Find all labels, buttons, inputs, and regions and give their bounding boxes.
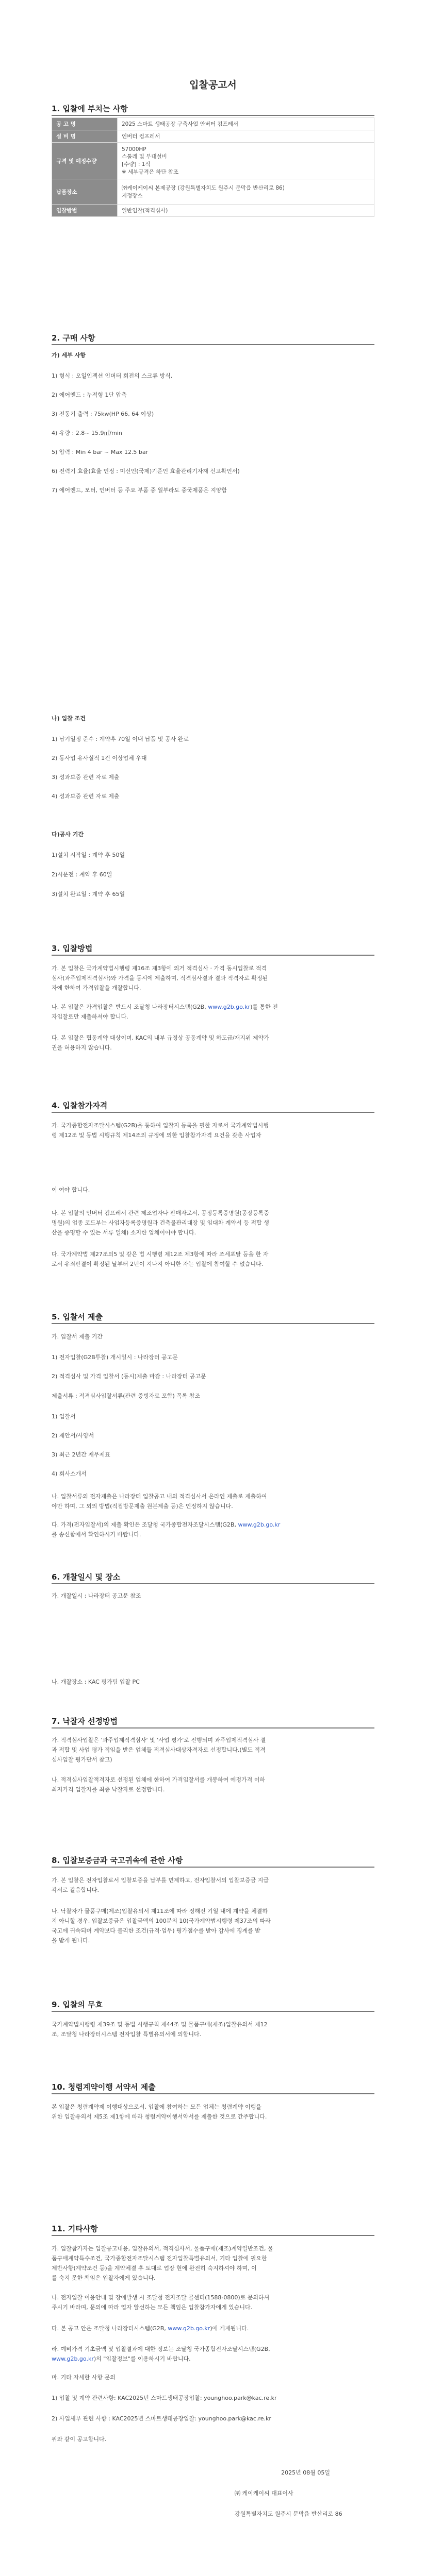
section-9-heading: 9. 입찰의 무효 — [52, 2000, 103, 2009]
paragraph-line: 제반사항(계약조건 등)을 계약체결 후 토대로 업장 현에 완전히 숙지하셔야 하며, 이 — [52, 2265, 257, 2272]
table-row — [52, 118, 374, 130]
section-1-divider — [52, 115, 374, 116]
paragraph-line: 가. 국가종합전자조달시스템(G2B)을 통하여 입찰지 등록을 필한 자로서 국가계약법시행 — [52, 1122, 269, 1129]
paragraph-line: 이 여야 합니다. — [52, 1187, 90, 1193]
paragraph-line: 각서로 갈음합니다. — [52, 1887, 100, 1893]
subheading-details: 가) 세부 사항 — [52, 352, 86, 359]
text-span: 다. 본 공고 안은 조달청 나라장터시스템(G2B, — [52, 2325, 168, 2332]
text-span: )의 "입찰정보"를 이용하시기 바랍니다. — [93, 2355, 191, 2362]
paragraph-line: 다. 본 입찰은 협동계약 대상이며, KAC의 내부 규정상 공동계약 및 하도급/재지위 제약가 — [52, 1035, 269, 1041]
paragraph-line: 나. 본 입찰의 인버터 컴프레서 관련 제조업자나 판매자로서, 공정등록증명원(공장등록증 — [52, 1210, 269, 1216]
doc-item: 1) 입찰서 — [52, 1413, 76, 1420]
paragraph-line: 가. 적격심사입찰은 '과주입제적격심사' 및 '사업 평가'로 진행되며 과주입제적격심사 결 — [52, 1737, 266, 1743]
section-10-divider — [52, 2093, 374, 2094]
section-8-divider — [52, 1867, 374, 1868]
spec-item: 6) 전력기 효율(효율 인정 : 미신인(국제)기준인 효율관리기자재 신고확인서) — [52, 468, 240, 474]
bid-info-table — [52, 117, 374, 217]
paragraph-line: 가. 본 입찰은 국가계약법시행령 제16조 제3항에 의거 적격심사 · 가격 동시입찰로 적격 — [52, 965, 267, 972]
paragraph-line: 품구매계약특수조건, 국가종합전자조달시스템 전자입찰특별유의서, 기타 입찰에 필요한 — [52, 2255, 267, 2262]
paragraph — [52, 2020, 371, 2039]
issuer-address: 강원특별자치도 원주시 문막읍 반산리로 86 — [235, 2511, 342, 2517]
section-5-divider — [52, 1323, 374, 1324]
paragraph-line: 나. 전자입찰 이용안내 및 장애발생 시 조달청 전자조달 콜센터(1588-0800)로 문의하셔 — [52, 2294, 270, 2301]
section-3-divider — [52, 955, 374, 956]
paragraph-line: 조, 조달청 나라장터시스템 전자입찰 특별유의서에 의합니다. — [52, 2031, 202, 2038]
doc-item: 3) 최근 2년간 재무제표 — [52, 1451, 110, 1458]
paragraph-line: 본 입찰은 청렴계약제 이행대상으로서, 입찰에 참여하는 모든 업체는 청렴계약 이행을 — [52, 2104, 261, 2110]
place-line: 지정장소 — [122, 193, 143, 199]
row-value — [118, 179, 374, 205]
paragraph-line: 명원)의 업종 코드부는 사업자등록증명원과 건축물관리대장 및 임대차 계약서 등 적합 생 — [52, 1219, 269, 1226]
doc-item: 4) 회사소개서 — [52, 1470, 87, 1477]
spec-item: 3) 전동기 출력 : 75kw(HP 66, 64 이상) — [52, 411, 154, 417]
paragraph-line: 나. 입찰서류의 전자제출은 나라장터 입찰공고 내의 적격심사서 온라인 제출로 제출하여 — [52, 1493, 267, 1500]
paragraph-line: 가. 개찰일시 : 나라장터 공고문 참조 — [52, 1592, 141, 1599]
paragraph — [52, 1208, 371, 1238]
row-label: 입찰방법 — [52, 205, 118, 217]
condition-item: 4) 성과보증 관련 자료 제출 — [52, 793, 120, 800]
condition-item: 1) 납기일정 준수 : 계약후 70일 이내 납품 및 공사 완료 — [52, 736, 189, 742]
contact-line: 2) 사업세부 관련 사항 : KAC2025년 스마트생태공장입찰: younghoo.park@kac.re.kr — [52, 2415, 271, 2422]
spec-item: 2) 에어엔드 : 누적형 1단 압축 — [52, 392, 127, 398]
table-row — [52, 143, 374, 179]
section-7-heading: 7. 낙찰자 선정방법 — [52, 1717, 118, 1726]
row-label: 공 고 명 — [52, 118, 118, 130]
issuer-org: ㈜ 케이케이씨 대표이사 — [235, 2490, 293, 2497]
paragraph-line: 과 적합 및 사업 평가 적임을 받은 업체들 적격심사대상자격자로 선정합니다.(별도 적격 — [52, 1747, 266, 1753]
paragraph — [52, 1002, 371, 1022]
section-11-heading: 11. 기타사항 — [52, 2224, 98, 2233]
text-span: 다. 가격(전자입찰서)의 제출 확인은 조달청 국가종합전자조달시스템(G2B, — [52, 1521, 238, 1528]
paragraph-line: 가. 입찰참가자는 입찰공고내용, 입찰유의서, 적격심사서, 물품구매(제조)계약일반조건, 물 — [52, 2245, 273, 2252]
spec-item: 7) 에어엔드, 모터, 인버터 등 주요 부품 중 일부라도 중국제품은 지양함 — [52, 487, 227, 494]
section-8-heading: 8. 입찰보증금과 국고귀속에 관한 사항 — [52, 1856, 183, 1865]
paragraph-line: 다. 국가계약법 제27조의5 및 같은 법 시행령 제12조 제3항에 따라 조세포탈 등을 한 자 — [52, 1251, 269, 1258]
paragraph — [52, 2102, 371, 2122]
table-row — [52, 179, 374, 205]
paragraph-line: 령 제12조 및 동법 시행규칙 제14조의 규정에 의한 입찰참가자격 요건을 갖춘 사업자 — [52, 1132, 261, 1139]
document-title: 입찰공고서 — [189, 79, 237, 91]
row-label: 설 비 명 — [52, 130, 118, 143]
section-9-divider — [52, 2011, 374, 2012]
period-item: 3)설치 완료일 : 계약 후 65일 — [52, 891, 125, 897]
section-2-divider — [52, 344, 374, 345]
section-3-heading: 3. 입찰방법 — [52, 944, 93, 953]
place-line: ㈜케이케이씨 본제공장 (강원특별자치도 원주시 문막읍 반산리로 86) — [122, 185, 285, 191]
paragraph-line: 를 숙지 못한 책임은 입찰자에게 있습니다. — [52, 2275, 156, 2281]
paragraph-line: 위한 입찰유의서 제5조 제1항에 따라 청렴계약이행서약서를 제출한 것으로 간주합니다. — [52, 2113, 267, 2120]
row-value: 인버터 컴프레서 — [118, 130, 374, 143]
section-1-heading: 1. 입찰에 부치는 사항 — [52, 104, 128, 113]
paragraph-line — [52, 2354, 371, 2364]
condition-item: 2) 동사업 유사실적 1건 이상업체 우대 — [52, 755, 147, 761]
paragraph-line: 자입찰로만 제출하셔야 합니다. — [52, 1013, 128, 1020]
period-item: 2)시운전 : 계약 후 60일 — [52, 871, 112, 878]
section-5-heading: 5. 입찰서 제출 — [52, 1312, 103, 1321]
g2b-link[interactable]: www.g2b.go.kr — [208, 1004, 251, 1010]
paragraph-line: 최저가격 입찰자를 최종 낙찰자로 선정합니다. — [52, 1786, 165, 1793]
table-row — [52, 205, 374, 217]
spec-line: 스툴레 및 부대설비 — [122, 153, 167, 160]
row-label: 규격 및 예정수량 — [52, 143, 118, 179]
paragraph — [52, 1121, 371, 1140]
section-4-divider — [52, 1112, 374, 1113]
paragraph-line: 2) 적격심사 및 가격 입찰서 (동시)제출 마감 : 나라장터 공고문 — [52, 1373, 206, 1380]
paragraph — [52, 2244, 371, 2283]
paragraph-line: 지 아니할 경우, 입찰보증금은 입찰금액의 100분의 10(국가계약법시행령 제37조의 따라 — [52, 1918, 271, 1924]
spec-line: 57000HP — [122, 146, 146, 152]
paragraph-line — [52, 2324, 371, 2333]
spec-line: ※ 세부규격은 하단 참조 — [122, 168, 179, 175]
paragraph-line: 권을 허용하지 않습니다. — [52, 1044, 112, 1051]
text-span: )에 게재됩니다. — [210, 2325, 249, 2332]
spec-item: 5) 압력 : Min 4 bar ~ Max 12.5 bar — [52, 449, 149, 455]
paragraph — [52, 1492, 371, 1511]
paragraph — [52, 1875, 371, 1895]
spec-line: [수량] : 1식 — [122, 161, 151, 167]
section-6-heading: 6. 개찰일시 및 장소 — [52, 1572, 121, 1582]
spec-item: 1) 형식 : 오일인젝션 인버터 회전의 스크류 방식. — [52, 372, 173, 379]
closing-text: 위와 같이 공고합니다. — [52, 2436, 107, 2443]
text-span: )를 통한 전 — [250, 1004, 278, 1010]
paragraph-line — [52, 1002, 371, 1012]
row-label: 납품장소 — [52, 179, 118, 205]
paragraph-line: 나. 적격심사입찰적격자로 선정된 업체에 한하여 가격입찰서를 개봉하여 예정가격 이하 — [52, 1776, 266, 1783]
subheading-conditions: 나) 입찰 조건 — [52, 715, 86, 722]
row-value — [118, 143, 374, 179]
table-row — [52, 130, 374, 143]
g2b-link[interactable]: www.g2b.go.kr — [168, 2325, 210, 2332]
paragraph-line: 을 받게 됩니다. — [52, 1937, 90, 1944]
text-span: 나. 본 입찰은 가격입찰은 반드시 조달청 나라장터시스템(G2B, — [52, 1004, 208, 1010]
section-7-divider — [52, 1727, 374, 1728]
g2b-link[interactable]: www.g2b.go.kr — [52, 2355, 94, 2362]
paragraph — [52, 1520, 371, 1539]
contact-line: 1) 입찰 및 계약 관련사항: KAC2025년 스마트생태공장입찰: younghoo.park@kac.re.kr — [52, 2395, 277, 2401]
g2b-link[interactable]: www.g2b.go.kr — [238, 1521, 281, 1528]
paragraph — [52, 2293, 371, 2312]
paragraph-line: 나. 낙찰자가 물품구매(제조)입찰유의서 제11조에 따라 정해진 기일 내에 계약을 체결하 — [52, 1908, 268, 1914]
paragraph — [52, 2344, 371, 2364]
paragraph-line: 를 송신함에서 확인하시기 바랍니다. — [52, 1531, 141, 1538]
row-value: 2025 스마트 생태공장 구축사업 안버터 컴프레서 — [118, 118, 374, 130]
subheading-period: 다)공사 기간 — [52, 831, 84, 838]
section-10-heading: 10. 청렴계약이행 서약서 제출 — [52, 2082, 156, 2092]
paragraph-line: 가. 입찰서 제출 기간 — [52, 1333, 103, 1340]
section-4-heading: 4. 입찰참가자격 — [52, 1101, 108, 1110]
paragraph — [52, 1735, 371, 1765]
paragraph-line: 심사(과주입제적격심사)와 가격을 동시에 제출하며, 적격심사결과 결과 적격자로 확정된 — [52, 975, 268, 981]
notice-date: 2025년 08월 05일 — [281, 2469, 330, 2476]
section-6-divider — [52, 1583, 374, 1584]
paragraph-line: 제출서류 : 적격심사입찰서류(관련 증빙자료 포함) 목록 참조 — [52, 1393, 201, 1399]
paragraph-line — [52, 1520, 371, 1530]
paragraph-line: 국가계약법시행령 제39조 및 동법 시행규칙 제44조 및 물품구매(제조)입찰유의서 제12 — [52, 2021, 268, 2028]
paragraph-line: 국고에 귀속되며 계약보다 불리한 조건(규격·업무) 평가점수를 받아 감사에 징계를 받 — [52, 1927, 260, 1934]
paragraph-line: 가. 본 입찰은 전자입찰로서 입찰보증을 납부를 면제하고, 전자입찰서의 입찰보증금 지급 — [52, 1877, 269, 1884]
section-2-heading: 2. 구매 사항 — [52, 333, 95, 343]
paragraph — [52, 1033, 371, 1053]
section-11-divider — [52, 2235, 374, 2236]
paragraph-line: 나. 개찰장소 : KAC 평가팀 입찰 PC — [52, 1679, 140, 1685]
paragraph-line: 산을 증명할 수 있는 서류 일체) 소지한 업체이어야 합니다. — [52, 1229, 196, 1236]
doc-item: 2) 제안서/사양서 — [52, 1432, 94, 1439]
paragraph — [52, 1775, 371, 1794]
paragraph-line: 1) 전자입찰(G2B투찰) 개시일시 : 나라장터 공고문 — [52, 1354, 178, 1361]
paragraph-line: 야만 하며, 그 외의 방법(직접방문제출 원본제출 등)은 인정하지 않습니다. — [52, 1503, 233, 1510]
paragraph-line: 심사입찰 평가단서 참고) — [52, 1756, 112, 1763]
paragraph — [52, 1906, 371, 1945]
period-item: 1)설치 시작일 : 계약 후 50일 — [52, 852, 125, 858]
paragraph-line: 자에 한하여 가격입찰을 개찰합니다. — [52, 985, 141, 991]
paragraph-line: 주시기 바라며, 문의에 따라 업자 알선하는 모든 책임은 입찰참가자에게 있습니다. — [52, 2304, 253, 2311]
paragraph — [52, 963, 371, 993]
paragraph-line: 로서 유죄판결이 확정된 날부터 2년이 지나지 아니한 자는 입찰에 참여할 수 없습니다. — [52, 1261, 264, 1267]
paragraph-line: 라. 예비가격 기초금액 및 입찰결과에 대한 정보는 조달청 국가종합전자조달시스템(G2B, — [52, 2346, 270, 2352]
condition-item: 3) 성과보증 관련 자료 제출 — [52, 774, 120, 781]
paragraph-line: 마. 기타 자세한 사항 문의 — [52, 2374, 116, 2381]
paragraph — [52, 1249, 371, 1269]
spec-item: 4) 유량 : 2.8~ 15.9㎥/min — [52, 430, 122, 436]
row-value: 일반입찰(적격심사) — [118, 205, 374, 217]
